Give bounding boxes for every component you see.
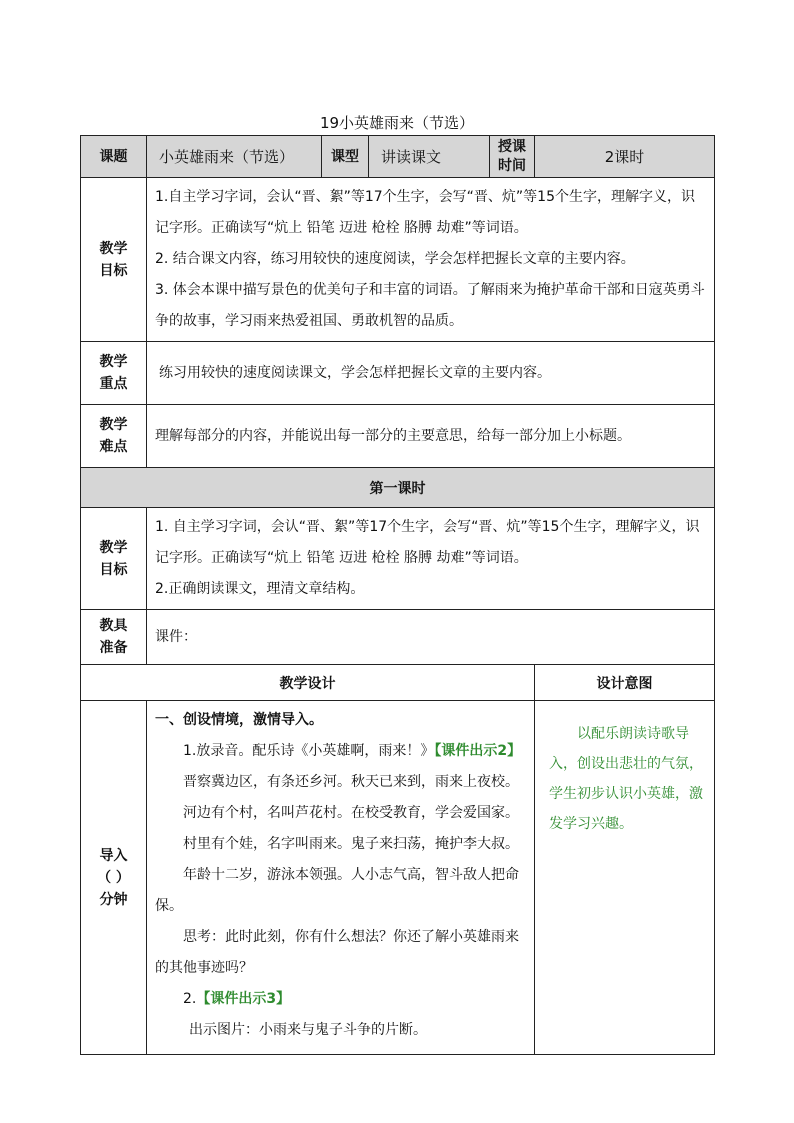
header-row (81, 136, 715, 178)
difficulties-label-line1: 教学 (99, 417, 128, 433)
intro-label-line2: （ ） (97, 869, 130, 886)
intro-step1 (155, 736, 530, 767)
key-points-row (81, 342, 715, 405)
intro-design-content (147, 701, 535, 1055)
intro-label-line1: 导入 (99, 847, 128, 864)
time-label-line1: 授课 (498, 138, 526, 155)
design-header-row (81, 665, 715, 701)
goal-line: 2. 结合课文内容，练习用较快的速度阅读，学会怎样把握长文章的主要内容。 (155, 251, 635, 267)
period-goal-line: 1. 自主学习字词，会认“晋、絮”等17个生字，会写“晋、炕”等15个生字，理解字义，识记字形。正确读写“炕上 铅笔 迈进 枪栓 胳膊 劫难”等词语。 (155, 519, 700, 566)
poem-line: 年龄十二岁，游泳本领强。人小志气高，智斗敌人把命保。 (155, 867, 519, 914)
goal-line: 3. 体会本课中描写景色的优美句子和丰富的词语。了解雨来为掩护革命干部和日寇英勇斗争的故事，学习雨来热爱祖国、勇敢机智的品质。 (155, 282, 705, 329)
time-label-line2: 时间 (498, 157, 526, 174)
document-title: 19小英雄雨来（节选） (319, 114, 475, 132)
poem-line: 晋察冀边区，有条还乡河。秋天已来到，雨来上夜校。 (183, 774, 519, 790)
intent-text: 以配乐朗读诗歌导入，创设出悲壮的气氛，学生初步认识小英雄，激发学习兴趣。 (549, 726, 703, 832)
intro-step2 (155, 984, 530, 1015)
materials-row (81, 610, 715, 665)
key-points-label (81, 342, 147, 405)
topic-value: 小英雄雨来（节选） (147, 136, 322, 178)
courseware-tag: 【课件出示2】 (434, 743, 522, 759)
time-value: 2课时 (535, 136, 715, 178)
intro-intent-content (535, 701, 715, 1055)
goals-label-line2: 目标 (99, 262, 128, 279)
design-column-header: 教学设计 (81, 665, 535, 701)
lesson-plan-table (80, 135, 715, 1055)
difficulties-row (81, 405, 715, 468)
intro-step1-text: 1.放录音。配乐诗《小英雄啊，雨来！》 (183, 743, 435, 759)
goals-content (147, 178, 715, 342)
period-goals-content (147, 508, 715, 610)
poem-line: 村里有个娃，名字叫雨来。鬼子来扫荡，掩护李大叔。 (183, 836, 519, 852)
courseware-tag: 【课件出示3】 (196, 991, 291, 1007)
key-points-label-line1: 教学 (99, 354, 128, 370)
goals-row (81, 178, 715, 342)
materials-content: 课件： (147, 610, 715, 665)
intro-step2-text: 2. (183, 991, 197, 1007)
key-points-label-line2: 重点 (99, 376, 128, 392)
materials-label (81, 610, 147, 665)
type-value: 讲读课文 (369, 136, 490, 178)
goal-line: 1.自主学习字词，会认“晋、絮”等17个生字，会写“晋、炕”等15个生字，理解字义，识记字形。正确读写“炕上 铅笔 迈进 枪栓 胳膊 劫难”等词语。 (155, 189, 695, 236)
goals-label-line1: 教学 (99, 240, 128, 257)
time-label (490, 136, 535, 178)
topic-label: 课题 (81, 136, 147, 178)
section-row (81, 468, 715, 508)
section-title: 第一课时 (81, 468, 715, 508)
materials-label-line2: 准备 (99, 640, 128, 656)
period-goals-row (81, 508, 715, 610)
show-image-text: 出示图片：小雨来与鬼子斗争的片断。 (189, 1022, 427, 1038)
difficulties-label (81, 405, 147, 468)
poem-line: 河边有个村，名叫芦花村。在校受教育，学会爱国家。 (183, 805, 519, 821)
period-goals-label-line2: 目标 (99, 561, 128, 578)
type-label: 课型 (322, 136, 369, 178)
materials-label-line1: 教具 (99, 618, 128, 634)
goals-label (81, 178, 147, 342)
key-points-content: 练习用较快的速度阅读课文，学会怎样把握长文章的主要内容。 (147, 342, 715, 405)
period-goal-line: 2.正确朗读课文，理清文章结构。 (155, 581, 365, 597)
difficulties-label-line2: 难点 (99, 439, 128, 455)
period-goals-label (81, 508, 147, 610)
period-goals-label-line1: 教学 (99, 539, 128, 556)
intro-heading: 一、创设情境，激情导入。 (155, 712, 323, 728)
think-question: 思考：此时此刻，你有什么想法？你还了解小英雄雨来的其他事迹吗？ (155, 929, 519, 976)
intent-column-header: 设计意图 (535, 665, 715, 701)
intro-label (81, 701, 147, 1055)
intro-row (81, 701, 715, 1055)
intro-label-line3: 分钟 (99, 891, 128, 908)
difficulties-content: 理解每部分的内容，并能说出每一部分的主要意思，给每一部分加上小标题。 (147, 405, 715, 468)
